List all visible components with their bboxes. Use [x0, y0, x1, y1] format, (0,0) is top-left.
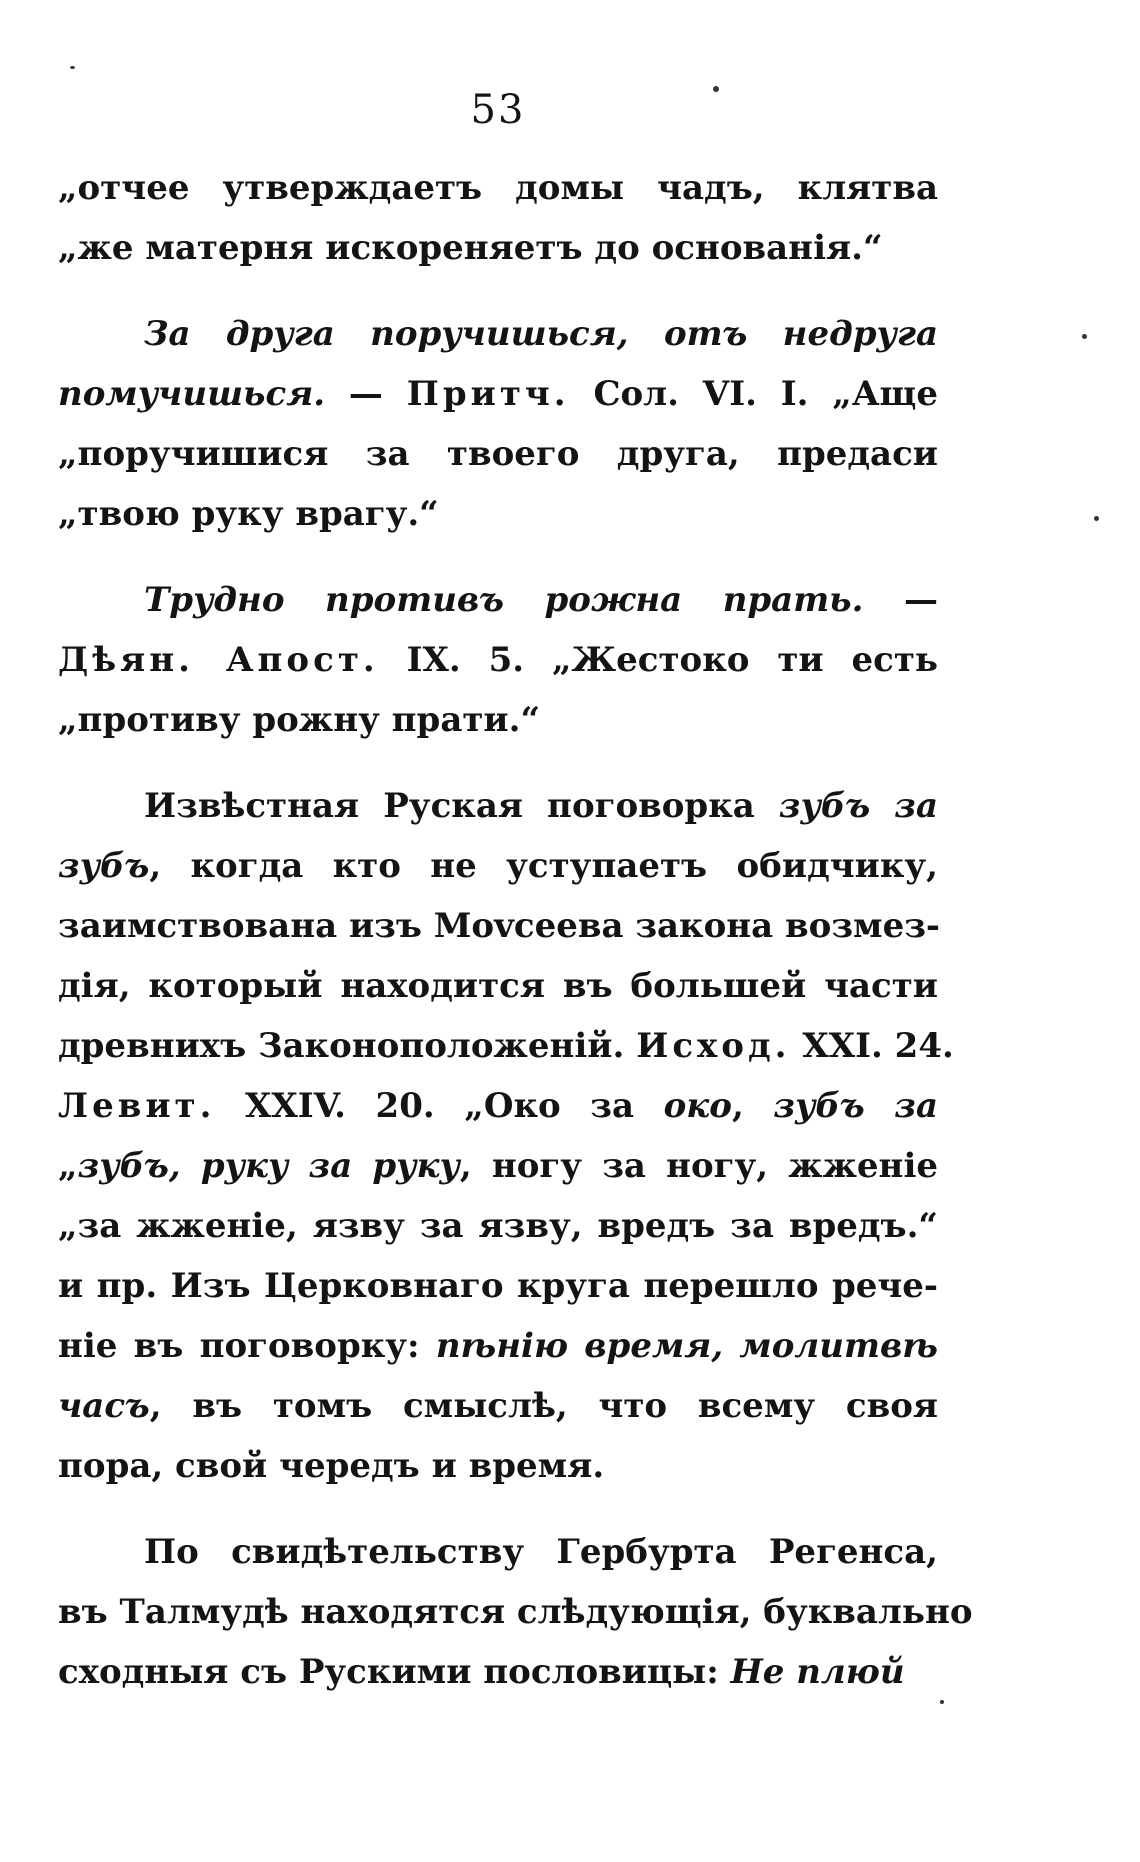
text-run: —	[863, 580, 938, 620]
text-run: По свидѣтельству Гербурта Регенса,	[144, 1532, 938, 1572]
italic-text: За друга поручишься, отъ недруга	[144, 314, 938, 354]
text-run: „	[58, 1146, 78, 1186]
text-line	[58, 1376, 938, 1436]
text-run: „за жженіе, язву за язву, вредъ за вредъ.“	[58, 1206, 938, 1246]
text-run: Притч.	[406, 374, 570, 414]
paragraph	[58, 1522, 973, 1702]
text-line	[58, 218, 938, 278]
text-line	[58, 1436, 938, 1496]
text-line	[58, 896, 941, 956]
text-run: XXIV. 20. „Око за	[215, 1086, 664, 1126]
text-run: „же матерня искореняетъ до основанія.“	[58, 228, 883, 268]
scan-speck	[1094, 516, 1099, 521]
text-run: заимствована изъ Моvсеева закона возмез-	[58, 906, 941, 946]
text-line	[58, 158, 938, 218]
text-run: „поручишися за твоего друга, предаси	[58, 434, 938, 474]
text-run: IX. 5. „Жестоко ти есть	[378, 640, 938, 680]
paragraph	[58, 158, 938, 278]
italic-text: зубъ за	[773, 1086, 938, 1126]
book-page	[58, 80, 973, 1728]
text-run: Дѣян. Апост.	[58, 640, 379, 680]
text-run: „отчее утверждаетъ домы чадъ, клятва	[58, 168, 938, 208]
text-run: Сол. VI. I. „Аще	[569, 374, 938, 414]
text-line	[58, 1522, 938, 1582]
text-line	[58, 424, 938, 484]
text-run: сходныя съ Рускими пословицы:	[58, 1652, 731, 1692]
italic-text: око	[663, 1086, 732, 1126]
text-run: , ногу за ногу, жженіе	[459, 1146, 938, 1186]
italic-text: Не плюй	[730, 1652, 905, 1692]
text-run: Исход.	[636, 1026, 791, 1066]
text-line	[58, 484, 938, 544]
scan-speck	[713, 86, 719, 92]
text-run: древнихъ Законоположеній.	[58, 1026, 637, 1066]
text-run: въ Талмудѣ находятся слѣдующія, буквально	[58, 1592, 973, 1632]
text-line	[58, 364, 938, 424]
italic-text: часъ	[58, 1386, 150, 1426]
text-line	[58, 1582, 973, 1642]
text-line	[58, 304, 938, 364]
text-line	[58, 690, 938, 750]
text-line	[58, 1316, 938, 1376]
text-line	[58, 1196, 938, 1256]
paragraph	[58, 570, 938, 750]
paragraph	[58, 776, 954, 1496]
text-line	[58, 1256, 938, 1316]
text-run: , въ томъ смыслѣ, что всему своя	[149, 1386, 938, 1426]
text-line	[58, 1136, 938, 1196]
text-line	[58, 570, 938, 630]
text-line	[58, 1076, 938, 1136]
text-run: пора, свой чередъ и время.	[58, 1446, 605, 1486]
text-run: „противу рожну прати.“	[58, 700, 541, 740]
paragraph	[58, 304, 938, 544]
italic-text: зубъ, руку за руку	[77, 1146, 460, 1186]
page-number: 53	[470, 87, 526, 133]
text-run: ,	[731, 1086, 774, 1126]
italic-text: зубъ за	[778, 786, 939, 826]
text-line	[58, 1016, 954, 1076]
text-run: , когда кто не уступаетъ обидчику,	[149, 846, 938, 886]
text-body	[58, 158, 973, 1702]
text-run: —	[325, 374, 407, 414]
text-run: дія, который находится въ большей части	[58, 966, 938, 1006]
scan-speck	[940, 1700, 944, 1704]
text-line	[58, 630, 938, 690]
text-run: Извѣстная Руская поговорка	[144, 786, 779, 826]
text-line	[58, 1642, 938, 1702]
scan-speck	[1082, 334, 1087, 339]
italic-text: зубъ	[58, 846, 150, 886]
text-run: и пр. Изъ Церковнаго круга перешло рече-	[58, 1266, 938, 1306]
text-run: „твою руку врагу.“	[58, 494, 439, 534]
text-run: ніе въ поговорку:	[58, 1326, 436, 1366]
scan-speck	[70, 66, 75, 69]
italic-text: пѣнію время, молитвѣ	[435, 1326, 938, 1366]
text-run: Левит.	[58, 1086, 216, 1126]
italic-text: Трудно противъ рожна прать.	[144, 580, 864, 620]
italic-text: помучишься.	[58, 374, 326, 414]
text-run: XXI. 24.	[790, 1026, 954, 1066]
text-line	[58, 836, 938, 896]
text-line	[58, 776, 938, 836]
text-line	[58, 956, 938, 1016]
